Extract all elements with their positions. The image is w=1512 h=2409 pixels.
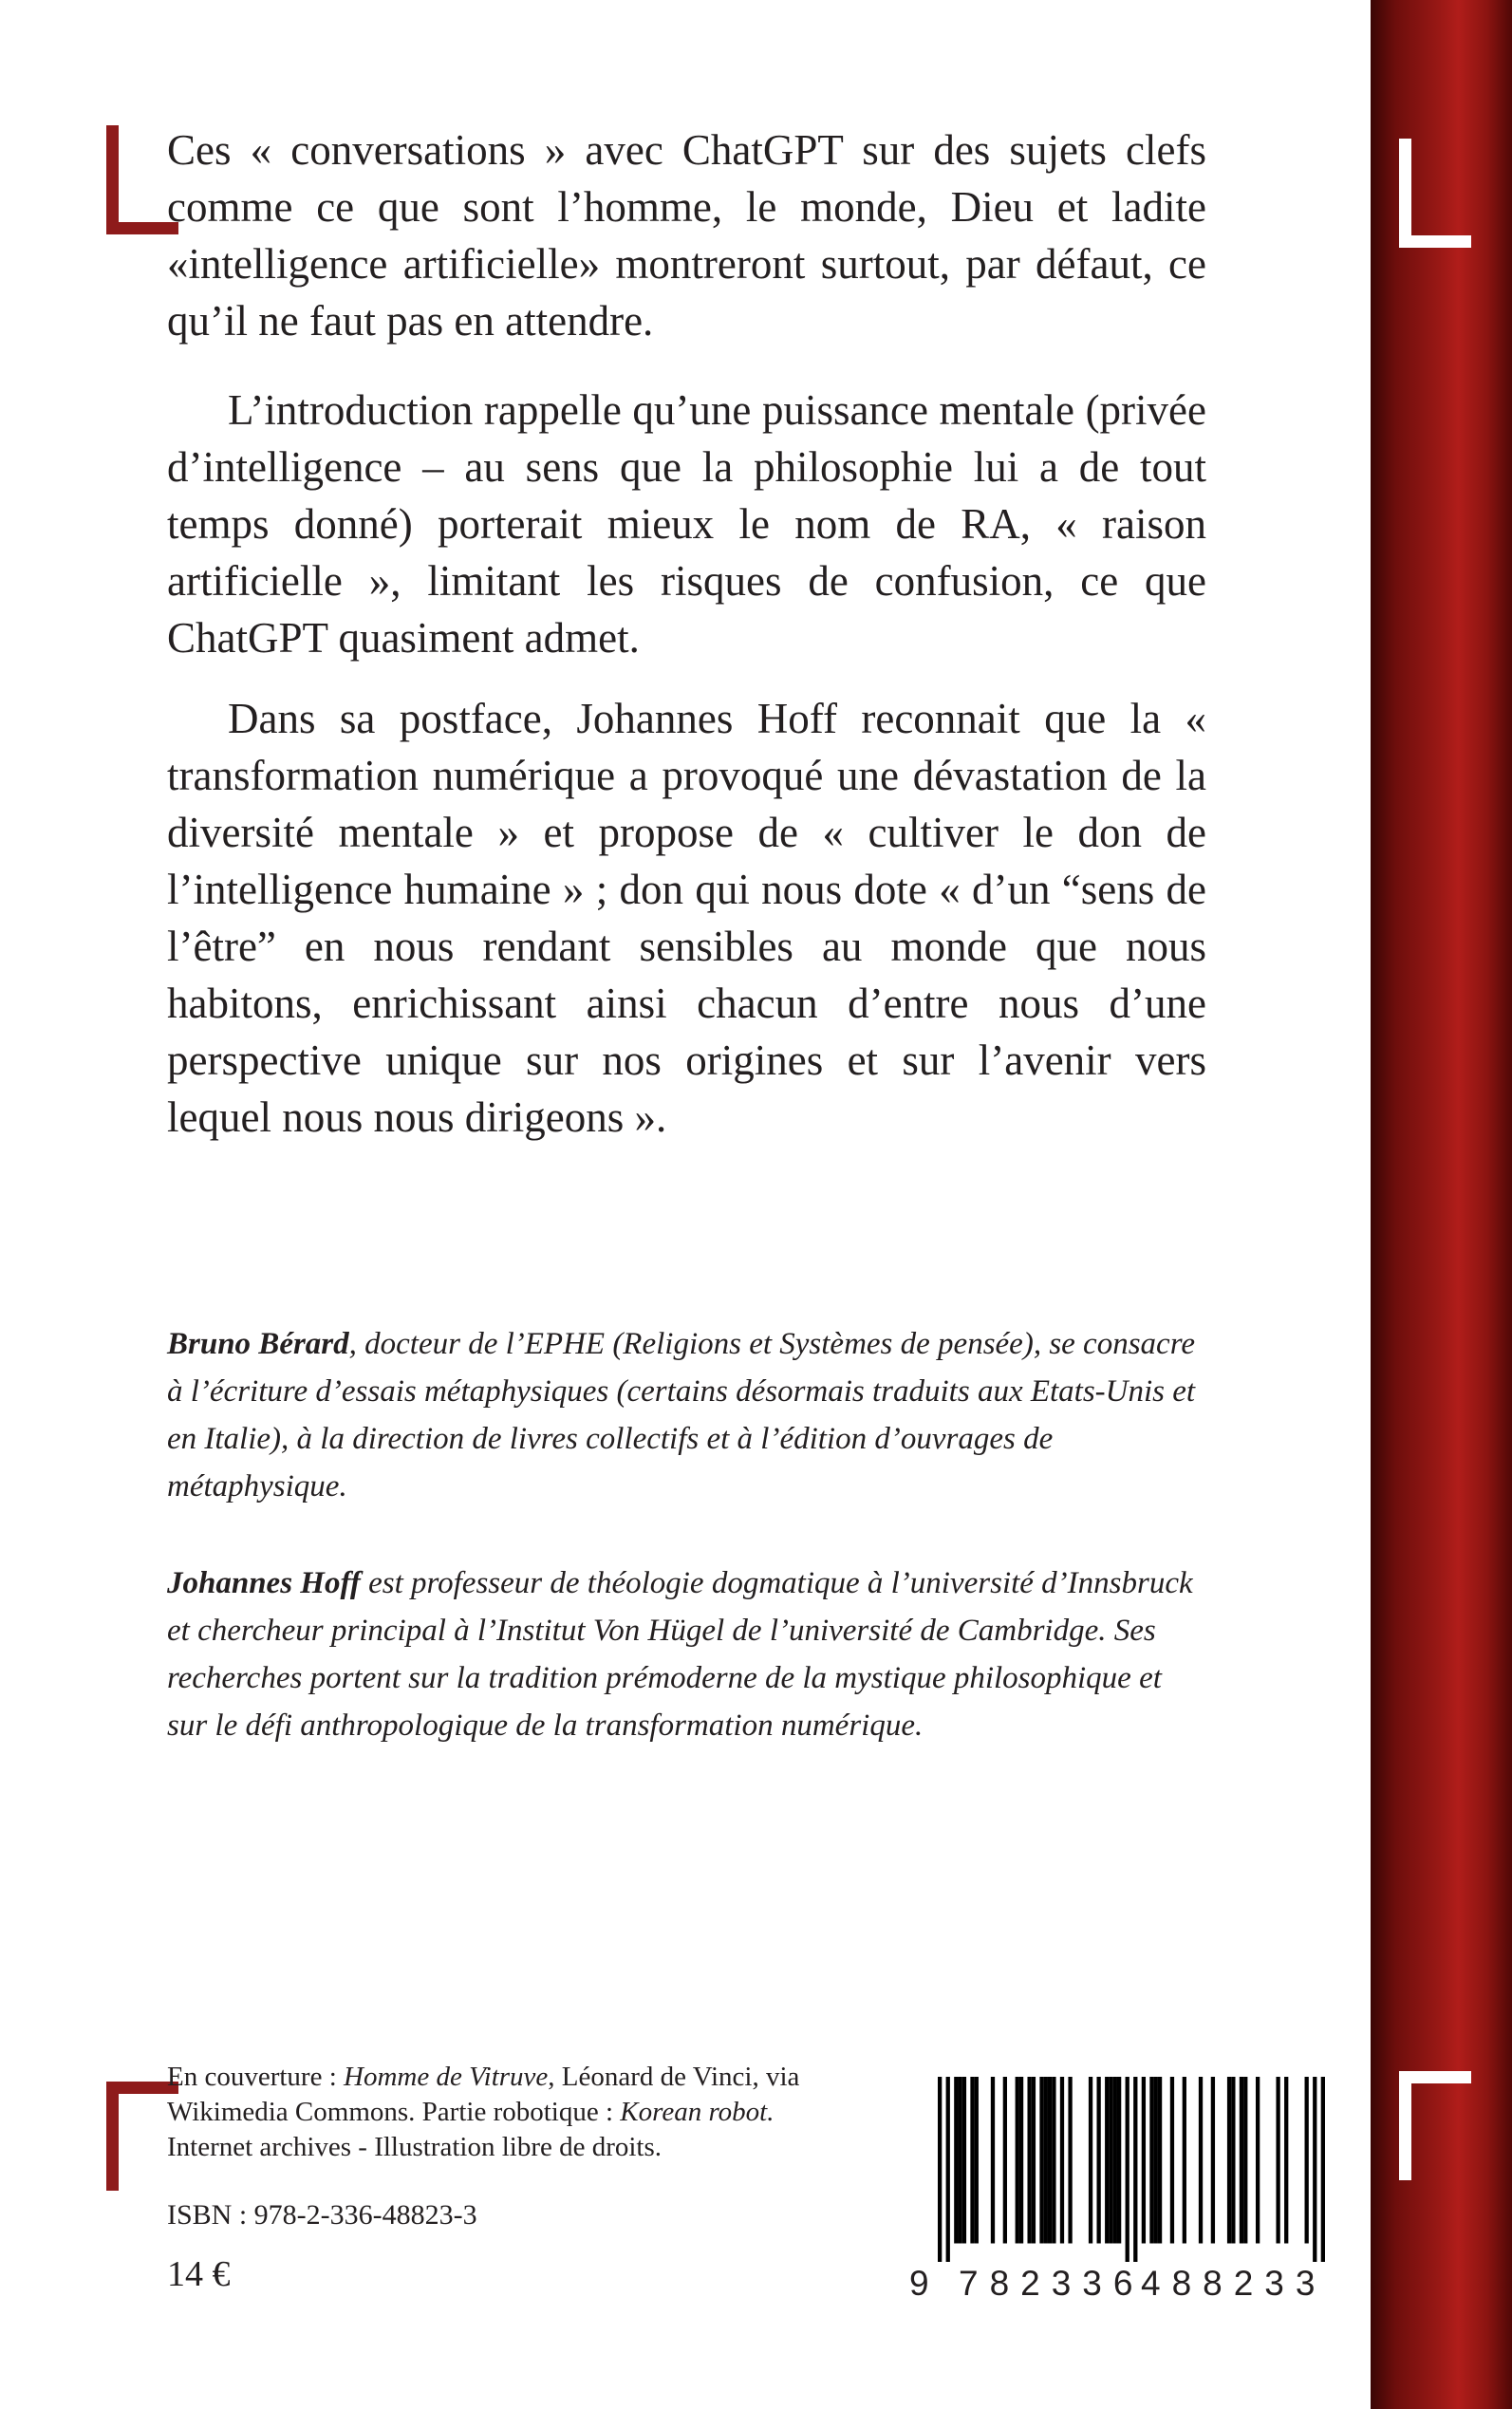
barcode-bar <box>1276 2077 1279 2244</box>
barcode-bar <box>1211 2077 1215 2244</box>
barcode-bar <box>1313 2077 1316 2262</box>
barcode-bar <box>946 2077 950 2262</box>
barcode-bar <box>1032 2077 1036 2244</box>
barcode-bar <box>1003 2077 1007 2244</box>
barcode-bar <box>1044 2077 1048 2244</box>
barcode-bar <box>1183 2077 1186 2244</box>
barcode-bar <box>1149 2077 1153 2244</box>
barcode-bar <box>1154 2077 1158 2244</box>
barcode-bar <box>1256 2077 1260 2244</box>
blurb-paragraph-3: Dans sa postface, Johannes Hoff reconnait que la « transformation numérique a provoqué une dévastation de la diversité mentale » et propose de « cultiver le don de l’intelligence humaine » ; don qui nous dote « d’un “sens de l’être” en nous rendant sensibles au monde que nous habitons, enrichissant ainsi chacun d’entre nous d’une perspective unique sur nos origines et sur l’avenir vers lequel nous nous dirigeons ». <box>167 695 1206 1141</box>
barcode-bar <box>1199 2077 1203 2244</box>
barcode-bar <box>1321 2077 1325 2262</box>
credits-middle: , Léonard de Vinci, via Wikimedia Commons. Partie robotique : <box>167 2062 800 2127</box>
barcode-bar <box>1016 2077 1019 2244</box>
barcode-bar <box>1096 2077 1100 2244</box>
credits-suffix: Internet archives - Illustration libre de droits. <box>167 2132 663 2162</box>
credits-robot-title: Korean robot. <box>620 2097 775 2127</box>
barcode-bar <box>1240 2077 1243 2244</box>
barcode-bar <box>1305 2077 1309 2244</box>
barcode-bar <box>1170 2077 1174 2244</box>
barcode-bar <box>1089 2077 1092 2244</box>
barcode-bars <box>938 2077 1325 2262</box>
price-text: 14 € <box>167 2254 231 2294</box>
barcode-bar <box>962 2077 966 2244</box>
barcode-bar <box>1039 2077 1043 2244</box>
barcode-bar <box>954 2077 958 2244</box>
author-bio-hoff <box>167 1559 1206 1749</box>
barcode-bar <box>1105 2077 1109 2244</box>
barcode-bar <box>1027 2077 1031 2244</box>
barcode-bar <box>1109 2077 1112 2244</box>
barcode-bar <box>991 2077 995 2244</box>
barcode-bar <box>1231 2077 1235 2244</box>
barcode-left-group: 782336 <box>959 2264 1145 2303</box>
isbn-text: ISBN : 978-2-336-48823-3 <box>167 2199 477 2231</box>
barcode-bar <box>1048 2077 1052 2244</box>
author-name: Bruno Bérard <box>167 1327 349 1361</box>
barcode-bar <box>1158 2077 1162 2244</box>
barcode-right-group: 488233 <box>1141 2264 1327 2303</box>
barcode-bar <box>1142 2077 1146 2244</box>
barcode-bar <box>1133 2077 1137 2262</box>
barcode-bar <box>1227 2077 1231 2244</box>
credits-prefix: En couverture : <box>167 2062 345 2092</box>
barcode-bar <box>1117 2077 1121 2244</box>
barcode-bar <box>975 2077 979 2244</box>
author-bio-text: est professeur de théologie dogmatique à l’université d’Innsbruck et chercheur principal à l’Institut Von Hügel de l’université de Cambridge. Ses recherches portent sur la tradition prémoderne de la mystique philosophique et sur le défi anthropologique de la transformation numérique. <box>167 1566 1193 1743</box>
barcode-bar <box>1019 2077 1023 2244</box>
corner-bracket-bottom-right <box>1399 2071 1471 2180</box>
barcode-first-digit: 9 <box>909 2264 929 2303</box>
barcode-bar <box>938 2077 942 2262</box>
corner-bracket-top-right <box>1399 139 1471 248</box>
credits-work-title: Homme de Vitruve <box>344 2062 549 2092</box>
blurb-paragraph-2: L’introduction rappelle qu’une puissance mentale (privée d’intelligence – au sens que la philosophie lui a de tout temps donné) porterait mieux le nom de RA, « raison artificielle », limitant les risques de confusion, ce que ChatGPT quasiment admet. <box>167 386 1206 662</box>
barcode-bar <box>1243 2077 1247 2244</box>
barcode-bar <box>1060 2077 1064 2244</box>
barcode <box>909 2077 1327 2309</box>
blurb-paragraph-1: Ces « conversations » avec ChatGPT sur des sujets clefs comme ce que sont l’homme, le monde, Dieu et ladite «intelligence artificielle» montreront surtout, par défaut, ce qu’il ne faut pas en attendre. <box>167 126 1206 345</box>
author-bio-berard <box>167 1320 1206 1510</box>
red-spine-band <box>1371 0 1512 2409</box>
barcode-bar <box>970 2077 974 2244</box>
barcode-bar <box>958 2077 961 2244</box>
barcode-bar <box>1068 2077 1072 2244</box>
author-name: Johannes Hoff <box>167 1566 361 1600</box>
barcode-bar <box>1113 2077 1117 2244</box>
barcode-bar <box>1052 2077 1055 2244</box>
author-bio-text: , docteur de l’EPHE (Religions et Systèmes de pensée), se consacre à l’écriture d’essais métaphysiques (certains désormais traduits aux Etats-Unis et en Italie), à la direction de livres collectifs et à l’édition d’ouvrages de métaphysique. <box>167 1327 1196 1503</box>
barcode-bar <box>1284 2077 1288 2244</box>
cover-credits <box>167 2060 926 2165</box>
barcode-bar <box>1126 2077 1129 2262</box>
